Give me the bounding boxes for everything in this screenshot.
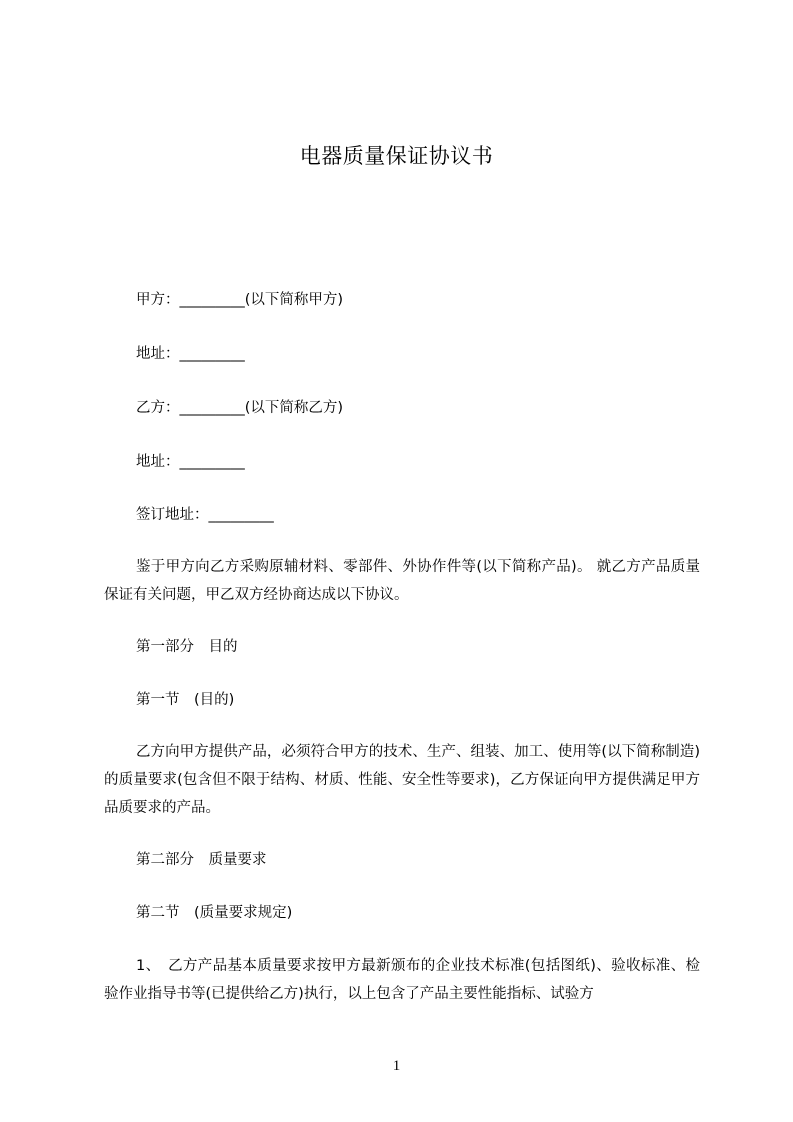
party-a-address: 地址：_________ bbox=[136, 346, 245, 362]
section1-heading: 第一节 (目的) bbox=[136, 692, 235, 708]
section1-paragraph: 乙方向甲方提供产品，必须符合甲方的技术、生产、组装、加工、使用等(以下简称制造)的质量要求(包含但不限于结构、材质、性能、安全性等要求)，乙方保证向甲方提供满足甲方品质要求的产品。 bbox=[104, 744, 700, 816]
party-b-address: 地址：_________ bbox=[136, 454, 245, 470]
page-number: 1 bbox=[392, 1058, 401, 1074]
item1-paragraph: 1、 乙方产品基本质量要求按甲方最新颁布的企业技术标准(包括图纸)、验收标准、检验作业指导书等(已提供给乙方)执行，以上包含了产品主要性能指标、试验方 bbox=[104, 958, 700, 1002]
section2-heading: 第二节 (质量要求规定) bbox=[136, 905, 293, 921]
party-b-line: 乙方：_________(以下简称乙方) bbox=[136, 400, 344, 416]
party-a-line: 甲方：_________(以下简称甲方) bbox=[136, 292, 344, 308]
part1-heading: 第一部分 目的 bbox=[136, 639, 238, 655]
signing-address: 签订地址：_________ bbox=[136, 507, 274, 523]
part2-heading: 第二部分 质量要求 bbox=[136, 852, 267, 868]
document-title: 电器质量保证协议书 bbox=[299, 144, 494, 168]
intro-paragraph: 鉴于甲方向乙方采购原辅材料、零部件、外协作件等(以下简称产品)。 就乙方产品质量保证有关问题，甲乙双方经协商达成以下协议。 bbox=[104, 559, 700, 603]
